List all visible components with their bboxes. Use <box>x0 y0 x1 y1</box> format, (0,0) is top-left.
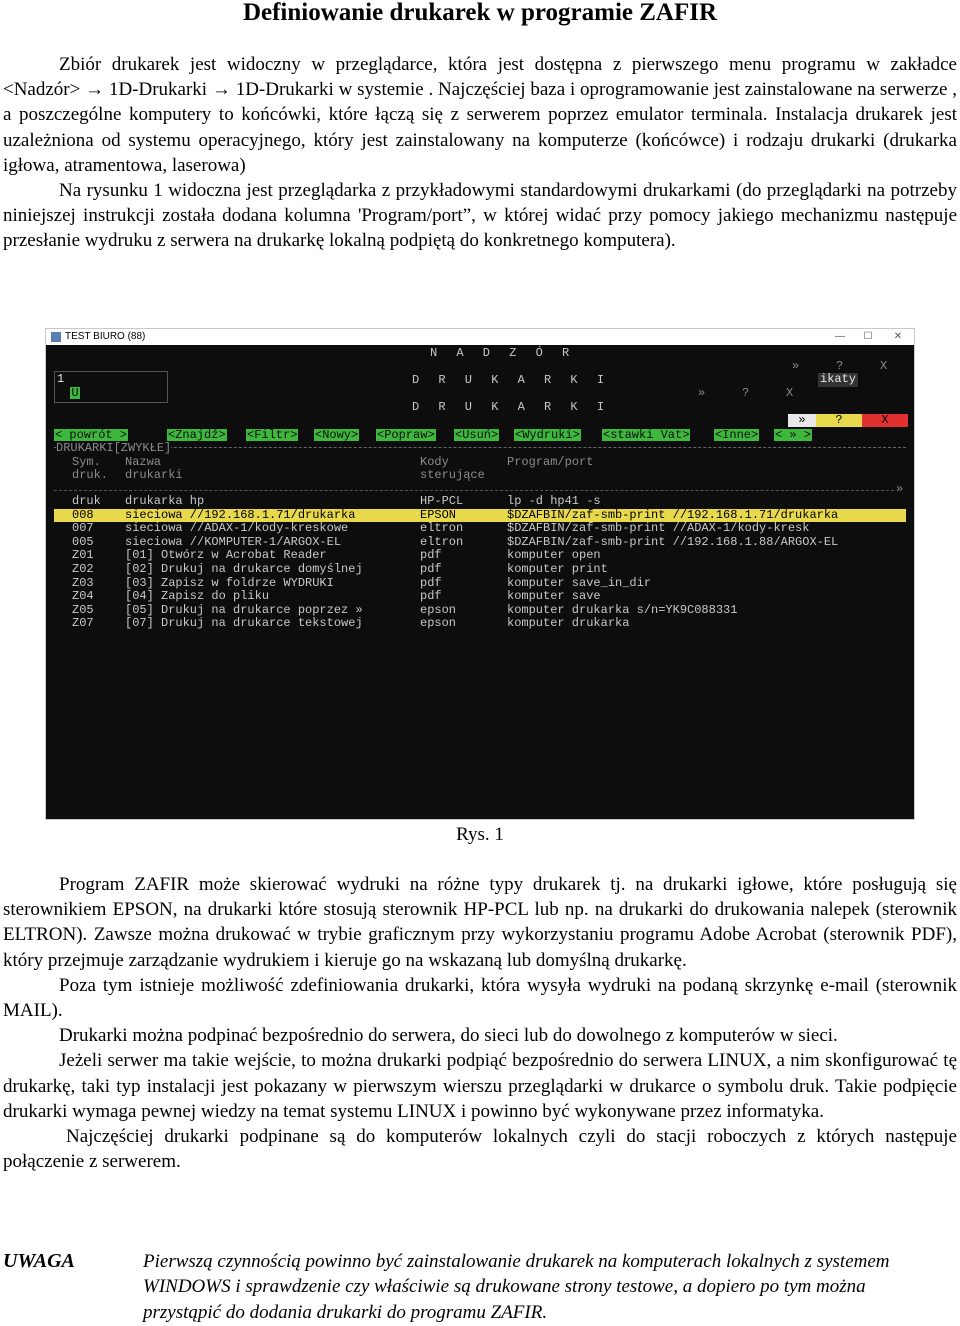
row-name: [02] Drukuj na drukarce domyślnej <box>125 562 363 576</box>
col-nazwa2: drukarki <box>125 468 183 482</box>
terminal-window-screenshot <box>45 328 915 820</box>
panel2-close-icon[interactable]: X <box>786 386 794 400</box>
window-titlebar <box>46 329 914 345</box>
menu-znajdz[interactable]: <Znajdź> <box>168 428 226 442</box>
row-code: pdf <box>420 548 442 563</box>
table-row[interactable] <box>54 536 906 549</box>
row-program: komputer open <box>507 548 601 563</box>
row-program: komputer print <box>507 562 608 576</box>
row-symbol: druk <box>72 494 101 508</box>
header-drukarki-1: D R U K A R K I <box>412 373 611 387</box>
col-program: Program/port <box>507 455 594 469</box>
body-paragraph-4: Poza tym istnieje możliwość zdefiniowania drukarki, która wysyła wydruki na podaną skrzynkę e-mail (sterownik MAIL). <box>3 974 957 1022</box>
row-name: [07] Drukuj na drukarce tekstowej <box>125 616 363 631</box>
col-sym: Sym. <box>72 455 101 469</box>
header-separator <box>54 490 894 492</box>
body-section <box>3 872 957 1174</box>
table-row[interactable] <box>54 522 906 535</box>
body-paragraph-7: Najczęściej drukarki podpinane są do komputerów lokalnych czyli do stacji roboczych z których następuje połączenie z serwerem. <box>3 1126 957 1173</box>
app-icon <box>51 332 61 342</box>
row-symbol: 005 <box>72 534 94 549</box>
row-code: epson <box>420 602 457 617</box>
row-symbol: Z02 <box>72 562 94 576</box>
row-code: pdf <box>420 589 442 604</box>
menu-popraw[interactable]: <Popraw> <box>377 428 435 442</box>
row-code: pdf <box>420 562 442 576</box>
menu-nowy[interactable]: <Nowy> <box>315 428 359 442</box>
row-code: eltron <box>420 521 464 536</box>
menu-wydruki[interactable]: <Wydruki> <box>515 428 580 442</box>
header-nadzor: N A D Z Ó R <box>430 346 576 360</box>
uwaga-text: Pierwszą czynnością powinno być zainstalowanie drukarek na komputerach lokalnych z systemem WINDOWS i sprawdzenie czy właściwie są drukowane strony testowe, a dopiero po tym można przystąpić do dodania drukarki do programu ZAFIR. <box>143 1251 890 1323</box>
col-kody2: sterujące <box>420 468 485 482</box>
uwaga-label: UWAGA <box>3 1250 75 1272</box>
table-row[interactable] <box>54 590 906 603</box>
panel3-question-icon[interactable]: ? <box>816 414 862 427</box>
row-program: komputer save <box>507 589 601 604</box>
row-symbol: Z03 <box>72 575 94 590</box>
row-name: sieciowa //KOMPUTER-1/ARGOX-EL <box>125 534 342 549</box>
row-name: [04] Zapisz do pliku <box>125 589 270 604</box>
intro-paragraph-2: Na rysunku 1 widoczna jest przeglądarka z przykładowymi standardowymi drukarkami (do przeglądarki na potrzeby niniejszej instrukcji została dodana kolumna 'Program/port”, w której widać przy pomocy jakiego mechanizmu następuje przesłanie wydruku z serwera na drukarkę lokalną podpiętą do konkretnego komputera). <box>3 180 957 252</box>
panel1-close-icon[interactable]: X <box>880 359 888 373</box>
terminal-screen <box>46 345 914 819</box>
row-program: lp -d hp41 -s <box>507 494 601 508</box>
col-nazwa: Nazwa <box>125 455 162 469</box>
intro-paragraph-1: Zbiór drukarek jest widoczny w przeglądarce, która jest dostępna z pierwszego menu programu w zakładce <Nadzór> → 1D-Drukarki → 1D-Drukarki w systemie . Najczęściej baza i oprogramowanie jest zainstalowane na serwerze , a poszczególne komputery to końcówki, które łączą się z serwerem poprzez emulator terminala. Instalacja drukarek jest uzależniona od systemu operacyjnego, który jest zainstalowany na komputerze (końcówce) i rodzaju drukarki (drukarka igłowa, atramentowa, laserowa) <box>3 54 957 176</box>
row-symbol: 008 <box>72 507 94 522</box>
panel2-question-icon[interactable]: ? <box>742 386 750 400</box>
table-row[interactable] <box>54 495 906 508</box>
row-code: pdf <box>420 575 442 590</box>
close-icon[interactable]: ✕ <box>893 331 903 342</box>
row-symbol: Z04 <box>72 589 94 604</box>
row-program: $DZAFBIN/zaf-smb-print //192.168.1.88/ARGOX-EL <box>507 534 839 549</box>
row-symbol: 007 <box>72 521 94 536</box>
row-program: komputer save_in_dir <box>507 575 652 590</box>
panel1-label: ikaty <box>820 372 857 386</box>
header-drukarki-2: D R U K A R K I <box>412 400 611 414</box>
table-row[interactable] <box>54 549 906 562</box>
row-name: sieciowa //ADAX-1/kody-kreskowe <box>125 521 349 536</box>
menu-inne[interactable]: <Inne> <box>715 428 759 442</box>
table-row[interactable] <box>54 563 906 576</box>
col-kody: Kody <box>420 455 449 469</box>
left-panel-marker: U <box>71 386 79 400</box>
panel1-question-icon[interactable]: ? <box>836 359 844 373</box>
menu-more[interactable]: < » > <box>775 428 812 442</box>
window-title: TEST BIURO (88) <box>65 331 146 342</box>
page-title: Definiowanie drukarek w programie ZAFIR <box>242 0 718 26</box>
panel3-arrows[interactable]: » <box>788 414 816 427</box>
row-name: [03] Zapisz w foldrze WYDRUKI <box>125 575 334 590</box>
col-more-icon[interactable]: » <box>896 482 904 496</box>
row-symbol: Z01 <box>72 548 94 563</box>
row-program: $DZAFBIN/zaf-smb-print //ADAX-1/kody-kresk <box>507 521 810 536</box>
row-program: komputer drukarka s/n=YK9C088331 <box>507 602 738 617</box>
row-name: [05] Drukuj na drukarce poprzez » <box>125 602 363 617</box>
panel2-arrows[interactable]: » <box>698 386 706 400</box>
menu-filtr[interactable]: <Filtr> <box>247 428 298 442</box>
row-symbol: Z05 <box>72 602 94 617</box>
row-name: [01] Otwórz w Acrobat Reader <box>125 548 327 563</box>
body-paragraph-3: Program ZAFIR może skierować wydruki na różne typy drukarek tj. na drukarki igłowe, które posługują się sterownikiem EPSON, na drukarki które stosują sterownik HP-PCL lub np. na drukarki do drukowania nalepek (sterownik ELTRON). Zawsze można drukować w trybie graficznym przy wykorzystaniu programu Adobe Acrobat (sterownik PDF), który przejmuje zarządzanie wydrukiem i kieruje go na wskazaną lub domyślną drukarkę. <box>3 874 957 971</box>
figure-caption: Rys. 1 <box>456 824 504 845</box>
list-title: DRUKARKI[ZWYKŁE] <box>56 441 172 455</box>
table-row[interactable] <box>54 509 906 522</box>
left-panel-number: 1 <box>57 372 65 386</box>
list-top-border <box>54 447 906 449</box>
intro-section <box>3 52 957 254</box>
table-row[interactable] <box>54 577 906 590</box>
menu-usun[interactable]: <Usuń> <box>455 428 499 442</box>
table-row[interactable] <box>54 604 906 617</box>
body-paragraph-5: Drukarki można podpinać bezpośrednio do serwera, do sieci lub do dowolnego z komputerów w sieci. <box>59 1025 838 1047</box>
row-code: epson <box>420 616 457 631</box>
col-druk: druk. <box>72 468 109 482</box>
row-name: sieciowa //192.168.1.71/drukarka <box>125 507 356 522</box>
row-code: EPSON <box>420 507 457 522</box>
maximize-icon[interactable]: ☐ <box>863 331 873 342</box>
row-program: komputer drukarka <box>507 616 630 631</box>
row-name: drukarka hp <box>125 494 205 508</box>
panel3-close-icon[interactable]: X <box>862 414 908 427</box>
printer-list <box>46 495 914 635</box>
table-row[interactable] <box>54 617 906 630</box>
row-program: $DZAFBIN/zaf-smb-print //192.168.1.71/drukarka <box>507 507 839 522</box>
row-code: HP-PCL <box>420 494 464 508</box>
row-symbol: Z07 <box>72 616 94 631</box>
body-paragraph-6: Jeżeli serwer ma takie wejście, to można drukarki podpiąć bezpośrednio do serwera LINUX, a nim skonfigurować tę drukarkę, taki typ instalacji jest pokazany w pierwszym wierszu przeglądarki w drukarce o symbolu druk. Takie podpięcie drukarki wymaga pewnej wiedzy na temat systemu LINUX i powinno być wykonywane przez informatyka. <box>3 1050 957 1122</box>
menu-powrot[interactable]: < powrót > <box>55 428 128 442</box>
menu-stawki-vat[interactable]: <stawki Vat> <box>603 428 690 442</box>
row-code: eltron <box>420 534 464 549</box>
minimize-icon[interactable]: — <box>835 331 845 342</box>
panel1-arrows[interactable]: » <box>792 359 800 373</box>
